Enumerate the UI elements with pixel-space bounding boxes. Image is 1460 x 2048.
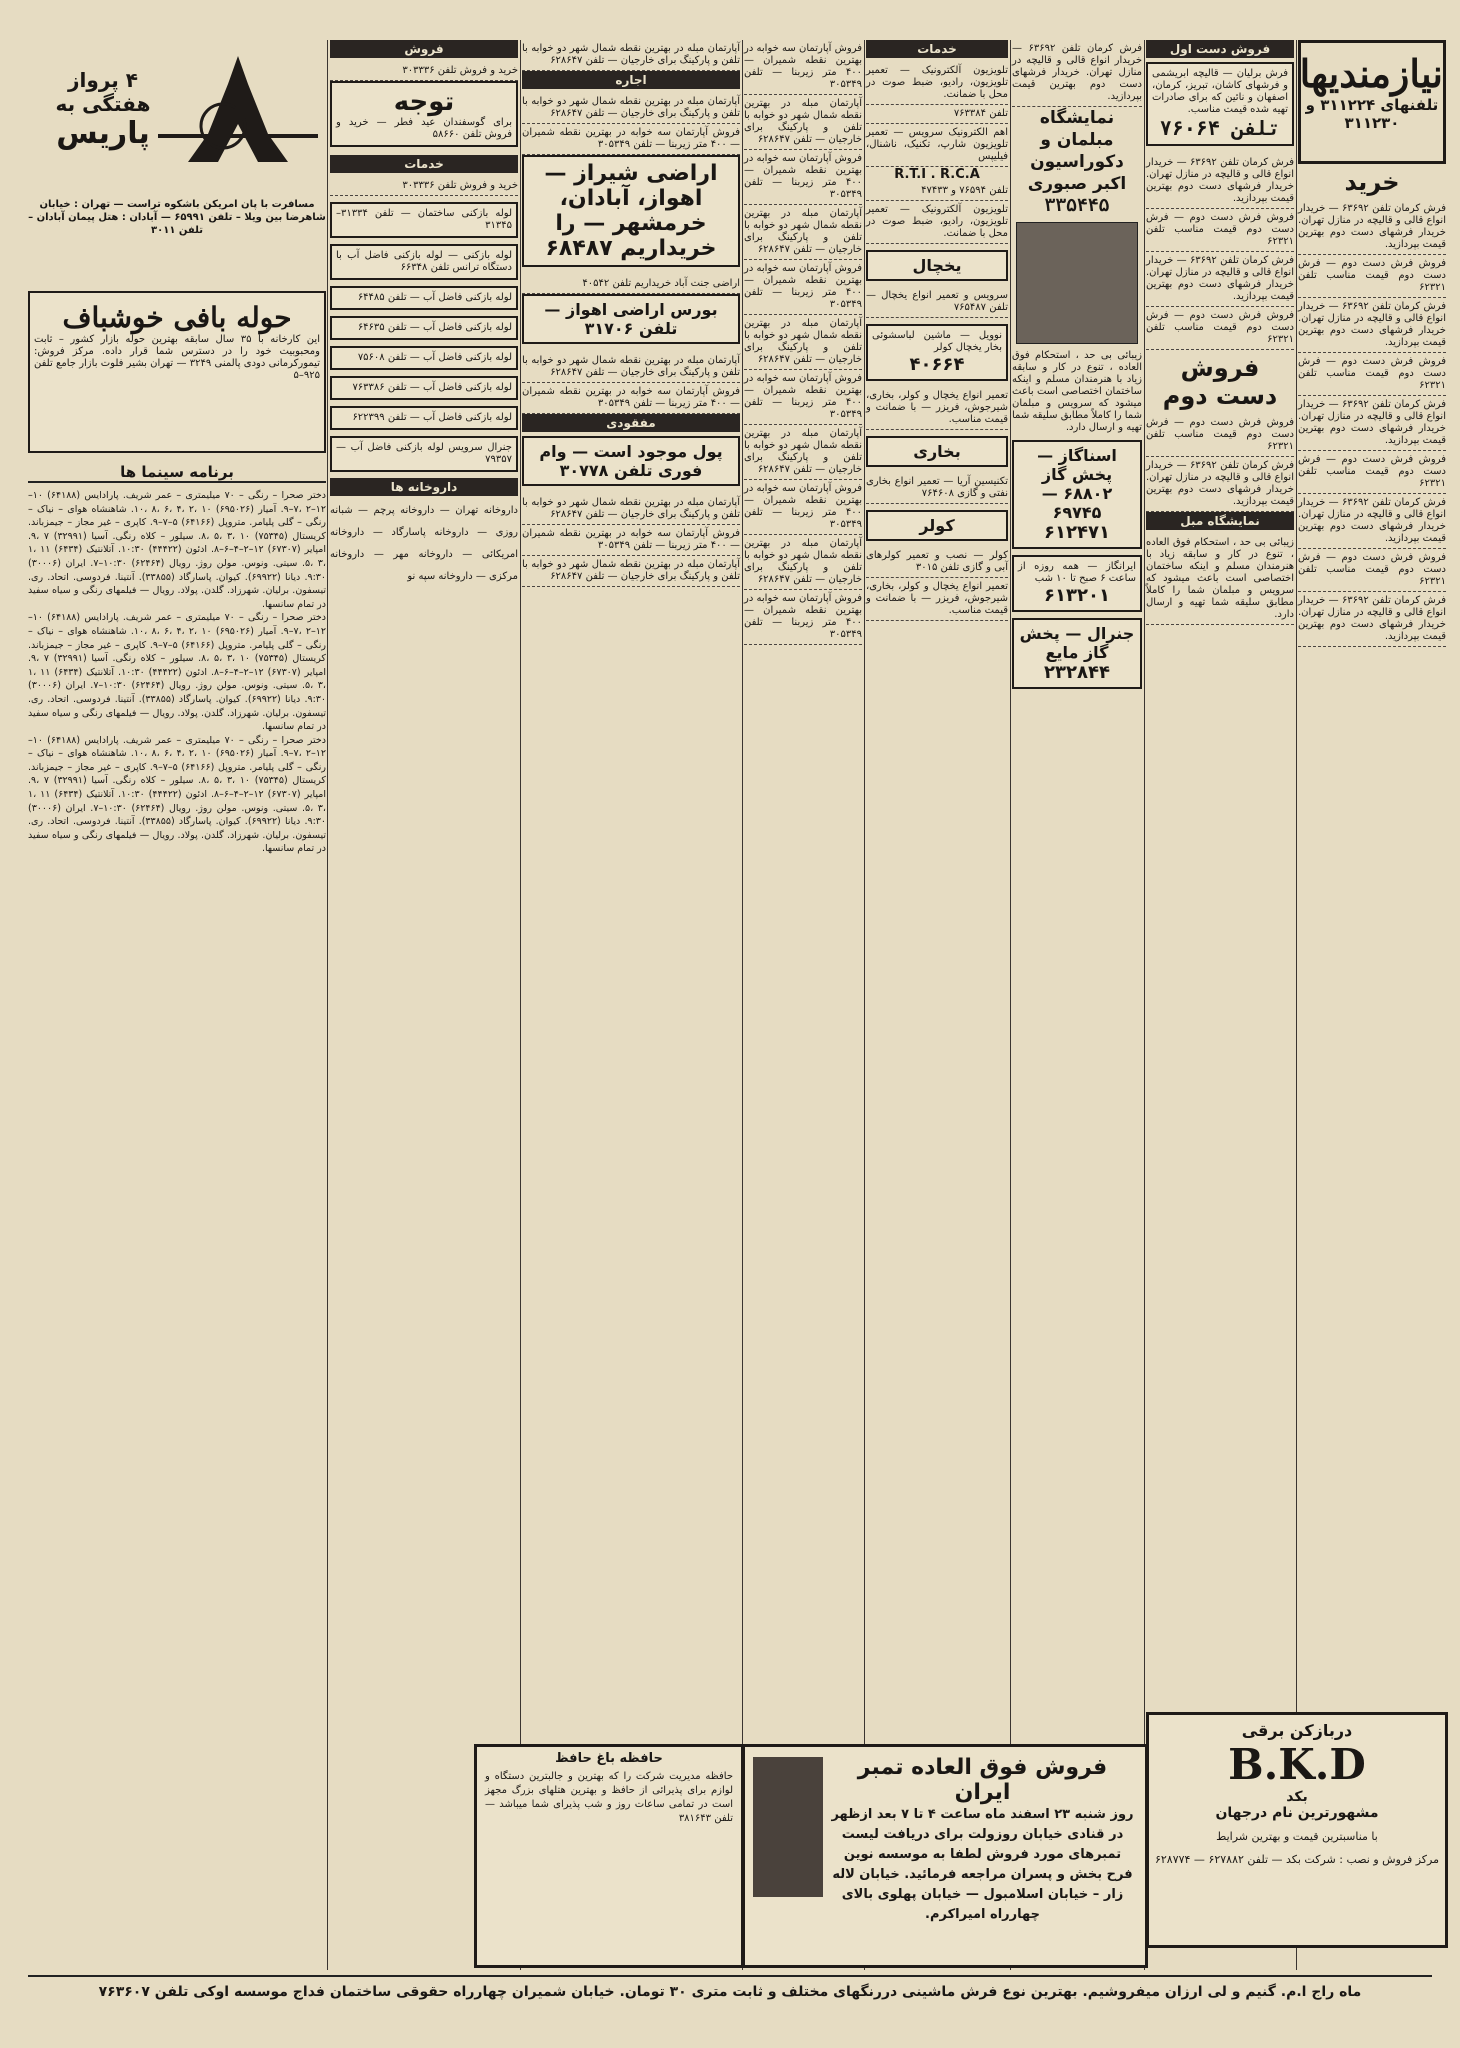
column-divider	[1296, 40, 1297, 1970]
column-b	[522, 40, 740, 587]
hafez-ad	[474, 1744, 744, 1968]
pipe-ad	[330, 316, 518, 340]
ad: تکنیسین آریا — تعمیر انواع بخاری نفتی و گازی ۷۶۴۶۰۸	[866, 473, 1008, 504]
section-header: فروش دست اول	[1146, 40, 1294, 58]
ad: فروش آپارتمان سه خوابه در بهترین نقطه شمیران — ۴۰۰ متر زیربنا — تلفن ۳۰۵۳۴۹	[744, 40, 862, 95]
stamp-body: روز شنبه ۲۳ اسفند ماه ساعت ۴ تا ۷ بعد ازظهر در قنادی خیابان روزولت برای دریافت لیست تمبرهای مورد فروش لطفا به موسسه نوین فرح بخش و پسران مراجعه فرمائید. خیابان لاله زار – خیابان اسلامبول — خیابان پهلوی بالای چهارراه امیراکرم.	[831, 1807, 1134, 1922]
cinema-listing: دختر صحرا – رنگی – ۷۰ میلیمتری – عمر شریف. پارادایس (۶۴۱۸۸) ۱۰–۱۲–۲ ،۷–۹. آمیار (۶۹۵۰۲۶) ۱۰ ،۲ ،۴ ،۶ ،۸ ،۱۰. شاهنشاه هوای – نیاک – رنگی – گلی پلیامر. متروپل (۶۴۱۶۶) ۵–۷–۹. کاپری – غیر مجاز – جیمزباند. کریستال (۷۵۳۴۵) ۱۰ ،۳ ،۵ ،۸. سیلور – کلاه رنگی. آسیا (۳۲۹۹۱) ۷ ،۹. امپایر (۶۷۳۰۷) ۱۲–۲–۴–۶–۸. ادئون (۴۴۴۲۲) ۱۰:۳۰. آتلانتیک (۶۴۳۴) ۱۱ ،۱ ،۳ ،۵. سیتی. ونوس. مولن روژ. رویال (۶۲۴۶۴) ۱۰:۳۰–۷. ایران (۳۰۰۰۶) ۹:۳۰. دیانا (۶۹۹۲۲). کیوان. پاسارگاد (۳۳۸۵۵). آنتینا. فردوسی. اتحاد. ری. تیسفون. برلیان. شهرزاد. گلدن. پولاد. رویال — فیلمهای رنگی و سیاه سفید در تمام سانسها.	[28, 612, 327, 733]
gas-phone: ۶۱۲۴۷۱	[1044, 522, 1110, 543]
noveil-phone: ۴۰۶۶۴	[909, 354, 965, 375]
pipe-text: جنرال سرویس لوله بازکنی فاضل آب — ۷۹۳۵۷	[336, 442, 512, 465]
column-c	[744, 40, 862, 645]
general-title: جنرال — پخش گاز مایع	[1019, 624, 1135, 662]
pipe-ad	[330, 286, 518, 310]
exhibit-text: زیبائی بی حد ، استحکام فوق العاده ، تنوع در کار و سابقه زیاد با هنرمندان مسلم و اینکه ساختمان اختصاصی است باعث میشود که سرویس و مبلمان شما را کاملاً مطابق سلیقه شما تهیه و ارسال دارد.	[1012, 350, 1142, 433]
ad: آپارتمان مبله در بهترین نقطه شمال شهر دو خوابه با تلفن و پارکینگ برای خارجیان — تلفن ۶۲۸۶۴۷	[522, 352, 740, 383]
classifieds-title: نیازمندیها	[1299, 51, 1443, 96]
eiffel-tower-icon	[148, 54, 328, 164]
ad: تلویزیون آلکترونیک — تعمیر تلویزیون، رادیو، ضبط صوت در محل با ضمانت.	[866, 62, 1008, 105]
pipe-ad	[330, 436, 518, 472]
stamp-illustration	[753, 1757, 823, 1897]
left-column	[28, 48, 326, 856]
stamp-sale-ad	[742, 1744, 1148, 1968]
exhibit-phone: ۳۳۵۴۴۵	[1044, 195, 1110, 216]
iran-gas-phone: ۶۱۳۲۰۱	[1044, 585, 1110, 606]
column-divider	[327, 40, 328, 1970]
bkd-brand-fa: بکد	[1286, 1789, 1308, 1805]
ad: فرش کرمان تلفن ۶۳۶۹۲ — خریدار انواع قالی و قالیچه در منازل تهران. خریدار فرشهای دست دوم بهترین قیمت بپردازید.	[1298, 396, 1446, 451]
ad: آپارتمان مبله در بهترین نقطه شمال شهر دو خوابه با تلفن و پارکینگ برای خارجیان — تلفن ۶۲۸۶۴۷	[522, 494, 740, 525]
classifieds-masthead	[1298, 40, 1446, 164]
column-f	[1146, 40, 1294, 625]
pipe-ad	[330, 244, 518, 280]
iran-gas-text: ایرانگاز — همه روزه از ساعت ۶ صبح تا ۱۰ شب	[1018, 561, 1136, 584]
section-header: اجاره	[522, 71, 740, 89]
ahvaz-ad	[522, 294, 740, 344]
ad: فروش فرش دست دوم — فرش دست دوم قیمت مناسب تلفن ۶۲۳۲۱	[1146, 414, 1294, 457]
section-header: فروش	[330, 40, 518, 58]
ad: فرش کرمان تلفن ۶۳۶۹۲ — خریدار انواع قالی و قالیچه در منازل تهران. خریدار فرشهای دست دوم بهترین قیمت بپردازید.	[1146, 252, 1294, 307]
loan-ad	[522, 436, 740, 486]
caution-title: توجه	[393, 87, 455, 117]
classifieds-phones: تلفنهای ۳۱۱۲۲۴ و ۳۱۱۲۳۰	[1305, 96, 1439, 132]
ahvaz-text: بورس اراضی اهواز — تلفن ۳۱۷۰۶	[544, 300, 718, 338]
pipe-ad	[330, 202, 518, 238]
ad: فروش فرش دست دوم — فرش دست دوم قیمت مناسب تلفن ۶۲۳۲۱	[1298, 549, 1446, 592]
exhibit-title: نمایشگاه مبلمان و دکوراسیون اکبر صبوری	[1027, 108, 1127, 194]
ad: فرش کرمان تلفن ۶۳۶۹۲ — خریدار انواع قالی و قالیچه در منازل تهران. خریدار فرشهای دست دوم بهترین قیمت بپردازید.	[1298, 298, 1446, 353]
second-hand-title: فروش دست دوم	[1162, 354, 1278, 410]
carpet-phone: تلفن ۷۶۰۶۴	[1159, 116, 1281, 140]
caution-ad	[330, 81, 518, 147]
column-a	[330, 40, 518, 588]
noveil-text: نوویل — ماشین لباسشوئی بخار یخچال کولر	[872, 330, 1002, 353]
paris-contact: مسافرت با پان امریکن باشکوه تراست — تهران : خیابان شاهرضا بین ویلا – تلفن ۶۵۹۹۱ — آبادان : هتل پیمان آبادان – تلفن ۳۰۱۱	[28, 199, 326, 236]
pipe-text: لوله بازکنی — لوله بازکنی فاضل آب با دستگاه ترانس تلفن ۶۶۳۴۸	[336, 250, 512, 273]
noveil-ad	[866, 324, 1008, 381]
ad: فروش آپارتمان سه خوابه در بهترین نقطه شمیران — ۴۰۰ متر زیربنا — تلفن ۳۰۵۳۴۹	[522, 383, 740, 414]
pipe-text: لوله بازکنی فاضل آب — تلفن ۶۴۶۳۵	[357, 322, 512, 333]
section-header: مفقودی	[522, 414, 740, 432]
land-text: اراضی شیراز — اهواز، آبادان، خرمشهر — را خریداریم ۶۸۴۸۷	[544, 161, 718, 261]
bkd-brand: B.K.D	[1228, 1740, 1366, 1789]
footer-ad: ماه راج ا.م. گنیم و لی ارزان میفروشیم. بهترین نوع فرش ماشینی دررنگهای مختلف و ثابت متری ۳۰ تومان. خیابان شمیران چهارراه حقوقی ساختمان فداج موسسه اوکی تلفن ۷۶۳۶۰۷	[28, 1975, 1432, 2007]
bkd-door-opener-ad	[1146, 1712, 1448, 1948]
land-ad	[522, 155, 740, 267]
bkd-line1: دربازکن برقی	[1241, 1721, 1353, 1740]
cinema-listing: دختر صحرا – رنگی – ۷۰ میلیمتری – عمر شریف. پارادایس (۶۴۱۸۸) ۱۰–۱۲–۲ ،۷–۹. آمیار (۶۹۵۰۲۶) ۱۰ ،۲ ،۴ ،۶ ،۸ ،۱۰. شاهنشاه هوای – نیاک – رنگی – گلی پلیامر. متروپل (۶۴۱۶۶) ۵–۷–۹. کاپری – غیر مجاز – جیمزباند. کریستال (۷۵۳۴۵) ۱۰ ،۳ ،۵ ،۸. سیلور – کلاه رنگی. آسیا (۳۲۹۹۱) ۷ ،۹. امپایر (۶۷۳۰۷) ۱۲–۲–۴–۶–۸. ادئون (۴۴۴۲۲) ۱۰:۳۰. آتلانتیک (۶۴۳۴) ۱۱ ،۱ ،۳ ،۵. سیتی. ونوس. مولن روژ. رویال (۶۲۴۶۴) ۱۰:۳۰–۷. ایران (۳۰۰۰۶) ۹:۳۰. دیانا (۶۹۹۲۲). کیوان. پاسارگاد (۳۳۸۵۵). آنتینا. فردوسی. اتحاد. ری. تیسفون. برلیان. شهرزاد. گلدن. پولاد. رویال — فیلمهای رنگی و سیاه سفید در تمام سانسها.	[28, 734, 327, 855]
ad: فروش فرش دست دوم — فرش دست دوم قیمت مناسب تلفن ۶۲۳۲۱	[1298, 353, 1446, 396]
hafez-title: حافظه باغ حافظ	[555, 1751, 663, 1766]
column-g	[1298, 40, 1446, 647]
bkd-contact: مرکز فروش و نصب : شرکت بکد — تلفن ۶۲۷۸۸۲ — ۶۲۸۷۷۴	[1154, 1853, 1439, 1866]
ad: تعمیر انواع یخچال و کولر، بخاری، شیرجوش، فریزر — با ضمانت و قیمت مناسب.	[866, 387, 1008, 430]
column-divider	[1010, 40, 1011, 1970]
ad: فرش کرمان تلفن ۶۳۶۹۲ — خریدار انواع قالی و قالیچه در منازل تهران. خریدار فرشهای دست دوم بهترین قیمت بپردازید.	[1298, 494, 1446, 549]
ad: فرش کرمان تلفن ۶۳۶۹۲ — خریدار انواع قالی و قالیچه در منازل تهران. خریدار فرشهای دست دوم بهترین قیمت بپردازید.	[1298, 200, 1446, 255]
ad: آپارتمان مبله در بهترین نقطه شمال شهر دو خوابه با تلفن و پارکینگ برای خارجیان — تلفن ۶۲۸۶۴۷	[744, 425, 862, 480]
cooler-header	[866, 510, 1008, 541]
iran-gas-ad	[1012, 555, 1142, 612]
fridge-header	[866, 250, 1008, 281]
ad: فروش فرش دست دوم — فرش دست دوم قیمت مناسب تلفن ۶۲۳۲۱	[1298, 451, 1446, 494]
heater-header	[866, 436, 1008, 467]
carpet-ad	[1146, 62, 1294, 146]
buy-title: خرید	[1344, 168, 1400, 196]
gas-title: اسناگاز — پخش گاز ۶۸۸۰۲ — ۶۹۷۴۵	[1037, 446, 1117, 522]
section-header: نمایشگاه مبل	[1146, 512, 1294, 530]
column-divider	[1144, 40, 1145, 1970]
paris-line2: پاریس	[56, 116, 150, 151]
stamp-text	[830, 1755, 1135, 1925]
carpet-text: فرش برلیان — قالیچه ابریشمی و فرشهای کاشان، تبریز، کرمان، اصفهان و نائین که برای صادرات تهیه شده قیمت مناسب.	[1152, 68, 1288, 115]
ad: خرید و فروش تلفن ۳۰۳۳۳۶	[330, 177, 518, 196]
ad: آپارتمان مبله در بهترین نقطه شمال شهر دو خوابه با تلفن و پارکینگ برای خارجیان — تلفن ۶۲۸۶۴۷	[522, 40, 740, 71]
column-divider	[742, 40, 743, 1970]
column-e	[1012, 40, 1142, 695]
caution-text: برای گوسفندان عید فطر — خرید و فروش تلفن ۵۸۶۶۰	[336, 117, 512, 140]
sofa-photo	[1016, 222, 1138, 344]
gas-ad	[1012, 440, 1142, 549]
pipe-text: لوله بازکنی ساختمان — تلفن ۳۱۳۳۴–۳۱۳۴۵	[336, 208, 512, 231]
ad: آپارتمان مبله در بهترین نقطه شمال شهر دو خوابه با تلفن و پارکینگ برای خارجیان — تلفن ۶۲۸۶۴۷	[522, 556, 740, 587]
towel-body: این کارخانه با ۳۵ سال سابقه بهترین حوله بازار کشور – ثابت ومحبوبیت خود را در دسترس شما قرار داده. مرکز فروش: تیمورکرمانی دودی پالمنی ۳۲۴۹ — تهران بشیر فلوت بازار جامع تلفن ۹۲۵–۵	[34, 334, 320, 381]
hafez-body: حافظه مدیریت شرکت را که بهترین و جالبترین دستگاه و لوازم برای پذیرائی از حافظ و بهترین هتلهای بزرگ مجهز است در تمامی ساعات روز و شب پذیرای شما میباشد — تلفن ۳۸۱۶۴۳	[485, 1771, 733, 1824]
ad: فروش فرش دست دوم — فرش دست دوم قیمت مناسب تلفن ۶۲۳۲۱	[1146, 307, 1294, 350]
ad: فرش کرمان تلفن ۶۳۶۹۲ — خریدار انواع قالی و قالیچه در منازل تهران. خریدار فرشهای دست دوم بهترین قیمت بپردازید.	[1298, 592, 1446, 647]
ad: کولر — نصب و تعمیر کولرهای آبی و گازی تلفن ۳۰۱۵	[866, 547, 1008, 578]
rca-logo: R.T.I . R.C.A	[894, 167, 980, 182]
pipe-text: لوله بازکنی فاضل آب — تلفن ۷۶۳۳۸۶	[352, 382, 512, 393]
ad: تلفن ۷۶۵۹۴ و ۴۷۴۳۳	[866, 182, 1008, 201]
ad: خرید و فروش تلفن ۳۰۳۳۳۶	[330, 62, 518, 81]
ad: فرش کرمان تلفن ۶۳۶۹۲ — خریدار انواع قالی و قالیچه در منازل تهران. خریدار فرشهای دست دوم بهترین قیمت بپردازید.	[1146, 457, 1294, 512]
ad: فروش آپارتمان سه خوابه در بهترین نقطه شمیران — ۴۰۰ متر زیربنا — تلفن ۳۰۵۳۴۹	[744, 150, 862, 205]
heater-title: بخاری	[913, 442, 961, 461]
loan-text: پول موجود است — وام فوری تلفن ۳۰۷۷۸	[539, 442, 723, 480]
column-divider	[520, 40, 521, 1970]
pipe-text: لوله بازکنی فاضل آب — تلفن ۷۵۶۰۸	[357, 352, 512, 363]
section-header: داروخانه ها	[330, 478, 518, 496]
bkd-slogan: مشهورترین نام درجهان	[1215, 1805, 1379, 1821]
pipe-ad	[330, 346, 518, 370]
ad: فرش کرمان تلفن ۶۳۶۹۲ — خریدار انواع قالی و قالیچه در منازل تهران. خریدار فرشهای دست دوم بهترین قیمت بپردازید.	[1146, 154, 1294, 209]
ad: تلویزیون آلکترونیک — تعمیر تلویزیون، رادیو، ضبط صوت در محل با ضمانت.	[866, 201, 1008, 244]
column-divider	[864, 40, 865, 1970]
ad: فروش فرش دست دوم — فرش دست دوم قیمت مناسب تلفن ۶۲۳۲۱	[1146, 209, 1294, 252]
pipe-ad	[330, 376, 518, 400]
pipe-text: لوله بازکنی فاضل آب — تلفن ۶۴۴۸۵	[357, 292, 512, 303]
ad: اراضی جنت آباد خریداریم تلفن ۴۰۵۴۲	[522, 275, 740, 294]
cinema-title: برنامه سینما ها	[28, 463, 326, 483]
paris-ad	[28, 48, 326, 236]
ad: آپارتمان مبله در بهترین نقطه شمال شهر دو خوابه با تلفن و پارکینگ برای خارجیان — تلفن ۶۲۸۶۴۷	[744, 205, 862, 260]
pipe-ad	[330, 406, 518, 430]
ad: فرش کرمان تلفن ۶۳۶۹۲ — خریدار انواع قالی و قالیچه در منازل تهران. خریدار فرشهای دست دوم بهترین قیمت بپردازید.	[1012, 40, 1142, 107]
ad: فروش فرش دست دوم — فرش دست دوم قیمت مناسب تلفن ۶۲۳۲۱	[1298, 255, 1446, 298]
towel-ad	[28, 291, 326, 453]
ad: زیبائی بی حد ، استحکام فوق العاده ، تنوع در کار و سابقه زیاد با هنرمندان مسلم و اینکه ساختمان اختصاصی است باعث میشود که سرویس و مبلمان شما را کاملاً مطابق سلیقه شما تهیه و ارسال دارد.	[1146, 534, 1294, 625]
fridge-title: یخچال	[912, 256, 962, 275]
ad: اهم الکترونیک سرویس — تعمیر تلویزیون شارپ، تکنیک، ناشنال، فیلیپس	[866, 124, 1008, 167]
ad: سرویس و تعمیر انواع یخچال — تلفن ۷۶۵۴۸۷	[866, 287, 1008, 318]
stamp-title: فروش فوق العاده تمبر ایران	[857, 1755, 1108, 1805]
paris-line1: ۴ پرواز هفتگی به	[55, 68, 151, 116]
ad: فروش آپارتمان سه خوابه در بهترین نقطه شمیران — ۴۰۰ متر زیربنا — تلفن ۳۰۵۳۴۹	[744, 480, 862, 535]
ad: فروش آپارتمان سه خوابه در بهترین نقطه شمیران — ۴۰۰ متر زیربنا — تلفن ۳۰۵۳۴۹	[744, 590, 862, 645]
ad: آپارتمان مبله در بهترین نقطه شمال شهر دو خوابه با تلفن و پارکینگ برای خارجیان — تلفن ۶۲۸۶۴۷	[744, 95, 862, 150]
ad: تلفن ۷۶۳۳۸۴	[866, 105, 1008, 124]
ad: فروش آپارتمان سه خوابه در بهترین نقطه شمیران — ۴۰۰ متر زیربنا — تلفن ۳۰۵۳۴۹	[744, 260, 862, 315]
cinema-listing: دختر صحرا – رنگی – ۷۰ میلیمتری – عمر شریف. پارادایس (۶۴۱۸۸) ۱۰–۱۲–۲ ،۷–۹. آمیار (۶۹۵۰۲۶) ۱۰ ،۲ ،۴ ،۶ ،۸ ،۱۰. شاهنشاه هوای – نیاک – رنگی – گلی پلیامر. متروپل (۶۴۱۶۶) ۵–۷–۹. کاپری – غیر مجاز – جیمزباند. کریستال (۷۵۳۴۵) ۱۰ ،۳ ،۵ ،۸. سیلور – کلاه رنگی. آسیا (۳۲۹۹۱) ۷ ،۹. امپایر (۶۷۳۰۷) ۱۲–۲–۴–۶–۸. ادئون (۴۴۴۲۲) ۱۰:۳۰. آتلانتیک (۶۴۳۴) ۱۱ ،۱ ،۳ ،۵. سیتی. ونوس. مولن روژ. رویال (۶۲۴۶۴) ۱۰:۳۰–۷. ایران (۳۰۰۰۶) ۹:۳۰. دیانا (۶۹۹۲۲). کیوان. پاسارگاد (۳۳۸۵۵). آنتینا. فردوسی. اتحاد. ری. تیسفون. برلیان. شهرزاد. گلدن. پولاد. رویال — فیلمهای رنگی و سیاه سفید در تمام سانسها.	[28, 490, 327, 610]
cooler-title: کولر	[919, 516, 955, 535]
towel-title: حوله بافی خوشباف	[62, 301, 292, 334]
paris-headline	[38, 68, 168, 151]
general-phone: ۲۳۲۸۴۴	[1044, 662, 1110, 683]
pipe-text: لوله بازکنی فاضل آب — تلفن ۶۲۲۳۹۹	[352, 412, 512, 423]
section-header: خدمات	[330, 155, 518, 173]
column-d	[866, 40, 1008, 621]
ad: آپارتمان مبله در بهترین نقطه شمال شهر دو خوابه با تلفن و پارکینگ برای خارجیان — تلفن ۶۲۸۶۴۷	[522, 93, 740, 124]
general-gas-ad	[1012, 618, 1142, 689]
section-header: خدمات	[866, 40, 1008, 58]
ad: فروش آپارتمان سه خوابه در بهترین نقطه شمیران — ۴۰۰ متر زیربنا — تلفن ۳۰۵۳۴۹	[522, 124, 740, 155]
ad: تعمیر انواع یخچال و کولر، بخاری، شیرجوش، فریزر — با ضمانت و قیمت مناسب.	[866, 578, 1008, 621]
ad: آپارتمان مبله در بهترین نقطه شمال شهر دو خوابه با تلفن و پارکینگ برای خارجیان — تلفن ۶۲۸۶۴۷	[744, 315, 862, 370]
pharmacies-list: داروخانه تهران — داروخانه پرچم — شبانه روزی — داروخانه پاسارگاد — داروخانه امریکائی — داروخانه مهر — داروخانه مرکزی — داروخانه سپه نو	[330, 505, 518, 582]
bkd-terms: با مناسبترین قیمت و بهترین شرایط	[1216, 1830, 1378, 1843]
ad: آپارتمان مبله در بهترین نقطه شمال شهر دو خوابه با تلفن و پارکینگ برای خارجیان — تلفن ۶۲۸۶۴۷	[744, 535, 862, 590]
ad: فروش آپارتمان سه خوابه در بهترین نقطه شمیران — ۴۰۰ متر زیربنا — تلفن ۳۰۵۳۴۹	[522, 525, 740, 556]
ad: فروش آپارتمان سه خوابه در بهترین نقطه شمیران — ۴۰۰ متر زیربنا — تلفن ۳۰۵۳۴۹	[744, 370, 862, 425]
